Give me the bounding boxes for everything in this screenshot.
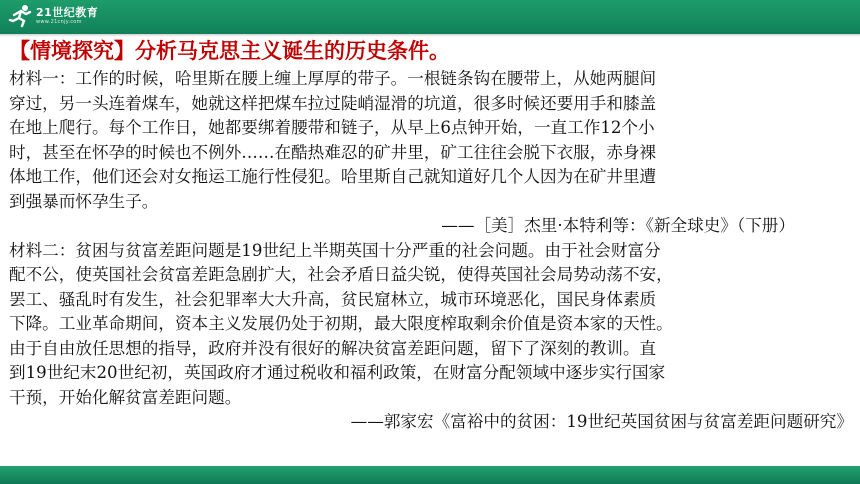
- material-two: [9, 239, 857, 435]
- material-two-line: 到19世纪末20世纪初，英国政府才通过税收和福利政策，在财富分配领域中逐步实行国家: [9, 363, 666, 382]
- material-two-line: 干预，开始化解贫富差距问题。: [9, 387, 242, 407]
- footer-bar: [0, 466, 860, 484]
- runner-logo-icon: [8, 4, 34, 28]
- material-one-line: 材料一：工作的时候，哈里斯在腰上缠上厚厚的带子。一根链条钩在腰带上，从她两腿间: [9, 69, 657, 88]
- material-one-line: 时，甚至在怀孕的时候也不例外……在酷热难忍的矿井里，矿工往往会脱下衣服，赤身裸: [9, 142, 657, 162]
- material-two-line: 材料二：贫困与贫富差距问题是19世纪上半期英国十分严重的社会问题。由于社会财富分: [9, 240, 661, 260]
- material-two-line: 罢工、骚乱时有发生，社会犯罪率大大升高，贫民窟林立，城市环境恶化，国民身体素质: [9, 289, 657, 309]
- slide-body: [9, 67, 857, 435]
- material-two-line: 下降。工业革命期间，资本主义发展仍处于初期，最大限度榨取剩余价值是资本家的天性。: [9, 314, 673, 333]
- page-title: 【情境探究】分析马克思主义诞生的历史条件。: [9, 39, 450, 63]
- material-two-line: 配不公，使英国社会贫富差距急剧扩大，社会矛盾日益尖锐，使得英国社会局势动荡不安，: [9, 265, 673, 284]
- site-logo[interactable]: [8, 2, 98, 30]
- material-one-line: 体地工作，他们还会对女拖运工施行性侵犯。哈里斯自己就知道好几个人因为在矿井里遭: [9, 167, 657, 186]
- material-one-line: 穿过，另一头连着煤车，她就这样把煤车拉过陡峭湿滑的坑道，很多时候还要用手和膝盖: [9, 93, 657, 113]
- logo-text: 21世纪教育: [36, 6, 99, 19]
- material-one-line: 到强暴而怀孕生子。: [9, 191, 159, 211]
- header-bar: [0, 0, 860, 34]
- material-two-line: 由于自由放任思想的指导，政府并没有很好的解决贫富差距问题，留下了深刻的教训。直: [9, 338, 657, 358]
- logo-url: www.21cnjy.com: [36, 19, 82, 25]
- material-two-source: ——郭家宏《富裕中的贫困：19世纪英国贫困与贫富差距问题研究》: [350, 412, 853, 431]
- material-one: [9, 67, 857, 239]
- material-one-line: 在地上爬行。每个工作日，她都要绑着腰带和链子，从早上6点钟开始，一直工作12个小: [9, 118, 655, 137]
- material-one-source: ——［美］杰里·本特利等：《新全球史》（下册）: [441, 216, 795, 235]
